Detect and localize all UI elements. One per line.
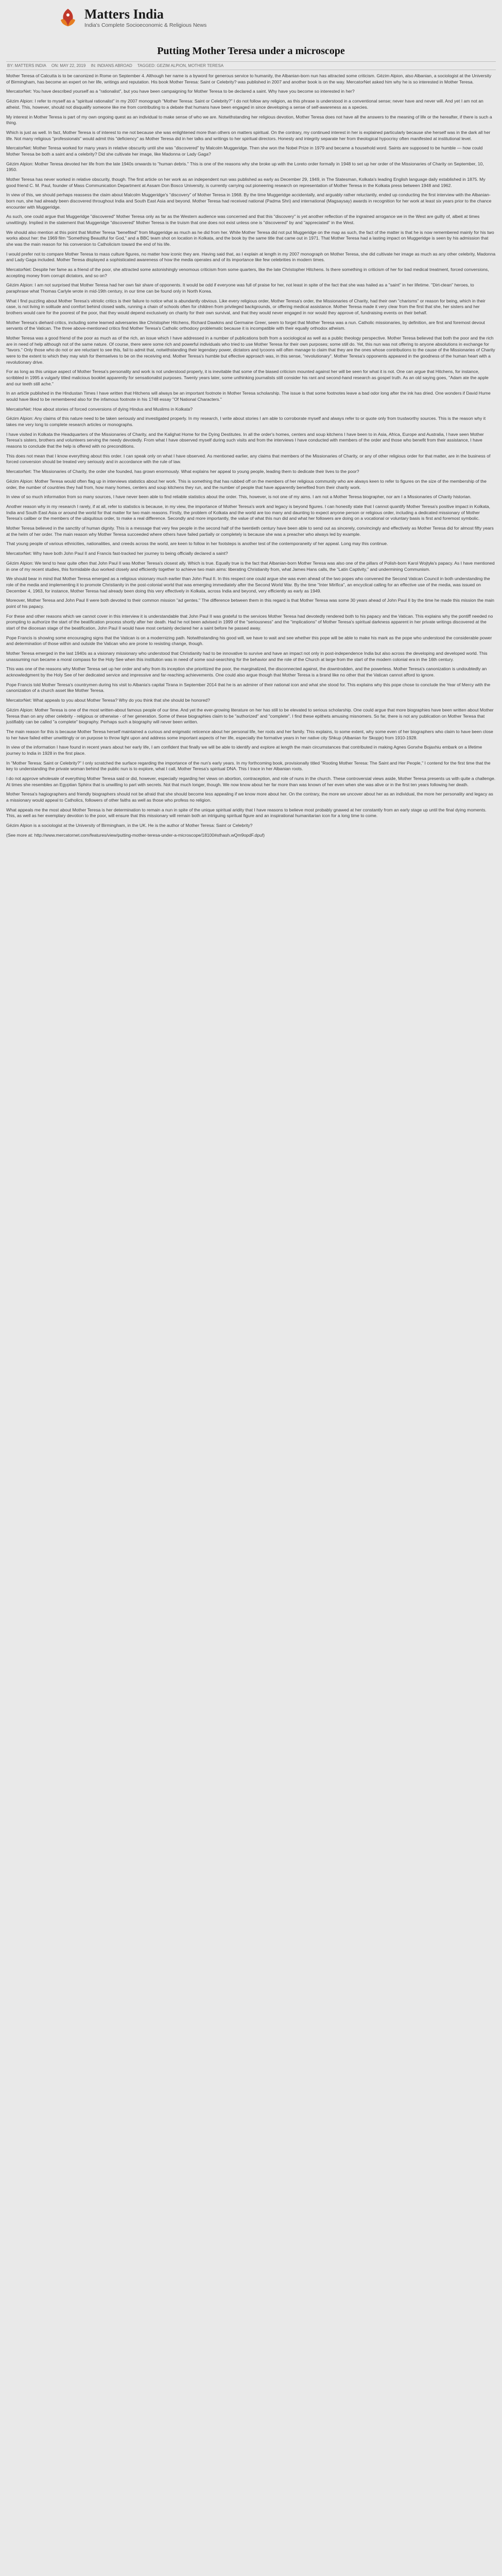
- article-title: Putting Mother Teresa under a microscope: [157, 45, 345, 57]
- article: [0, 45, 502, 842]
- article-paragraph: This does not mean that I know everything about this order. I can speak only on what I have observed. As mentioned earlier, any claims that members of the Missionaries of Charity, or any of other religious order for that matter, are in the business of forced conversion should be treated very seriously and in accordance with the rule of law.: [6, 453, 491, 465]
- meta-author[interactable]: BY: MATTERS INDIA: [7, 63, 46, 68]
- article-paragraph: This was one of the reasons why Mother Teresa set up her order and why from its inception she prioritized the poor, the marginalized, the disconnected against, the downtrodden, and the powerless. Mother Teresa's canonization is undoubtedly an acknowledgment by the Holy See of her dedicated service and impressive and far-reaching achievements. One could also argue though that Mother Teresa is a brand like no other that the Vatican cannot afford to ignore.: [6, 666, 487, 678]
- article-paragraph: I have visited in Kolkata the Headquarters of the Missionaries of Charity, and the Kalighat Home for the Dying Destitutes. In all the order's homes, centers and soup kitchens I have been to in Asia, Africa, Europe and Australia, I have seen Mother Teresa's sisters, brothers and volunteers serving the needy devotedly. From what I have observed myself during such visits and from the interviews I have conducted with members of the order and those who benefit from their assistance, I have reasons to conclude that the help is offered with no preconditions.: [6, 431, 484, 449]
- article-paragraph: Mother Teresa was a good friend of the poor as much as of the rich, an issue which I have addressed in a number of publications both from a sociological as well as a public theology perspective. Mother Teresa believed that both the poor and the rich are in need of help although not of the same nature. Of course, there were some rich and powerful individuals who tried to use Mother Teresa for their own purposes; some still do. Yet, this nun was not offering to anyone absolutions in exchange for "favors." Only those who do not or are reluctant to see this, fail to admit that, notwithstanding their legendary power, dictators and tycoons will often manage to claim that they are the ones whose contributions to the cause of the Missionaries of Charity were to the extent to which they may wish for themselves to be on the receiving end. Mother Teresa's humble but effective approach was, in this sense, "revolutionary". Mother Teresa's opponents appeared in the goodness of the human heart with a revolutionary drive.: [6, 335, 495, 365]
- article-paragraph: I would prefer not to compare Mother Teresa to mass culture figures, no matter how iconic they are. Having said that, as I explain at length in my 2007 monograph on Mother Teresa, she did cultivate her image as much as any other celebrity, Madonna and Lady Gaga included. Mother Teresa displayed a sophisticated awareness of how the media operates and of its importance like few celebrities in modern times.: [6, 251, 496, 263]
- article-paragraph: MercatorNet: You have described yourself as a "rationalist", but you have been campaigning for Mother Teresa to be declared a saint. Why have you become so interested in her?: [6, 89, 355, 94]
- article-paragraph: Mother Teresa has never worked in relative obscurity, though. The first article on her work as an independent nun was published as early as December 29, 1949, in The Statesman, Kolkata's leading English language daily established in 1875. My good friend C. M. Paul, founder of Mass Communication Department at Assam Don Bosco University, is currently carrying out pioneering research on representation of Mother Teresa in the Kolkata press between 1948 and 1962.: [6, 177, 486, 188]
- article-paragraph: We should also mention at this point that Mother Teresa "benefited" from Muggeridge as much as he did from her. While Mother Teresa did not put Muggeridge on the map as such, the fact of the matter is that he is now remembered mainly for his two works about her: the 1969 film "Something Beautiful for God," and a BBC team shot on location in Kolkata, and the book by the same title that came out in 1971. That Mother Teresa had a lasting impact on Muggeridge is seen by his admission that she was the main reason for his conversion to Catholicism toward the end of his life.: [6, 229, 494, 247]
- article-paragraph: In view of so much information from so many sources, I have never been able to find reliable statistics about the order. This, however, is not one of my aims. I am not a Mother Teresa biographer, nor am I a Missionaries of Charity historian.: [6, 494, 472, 500]
- article-paragraph: Mother Teresa's diehard critics, including some learned adversaries like Christopher Hitchens, Richard Dawkins and Germaine Greer, seem to forget that Mother Teresa was a nun. Catholic missionaries, by definition, are first and foremost devout servants of the Vatican. The three above-mentioned critics find Mother Teresa's Catholic orthodoxy problematic because it is incompatible with their equally orthodox atheism.: [6, 319, 485, 331]
- article-paragraph: That young people of various ethnicities, nationalities, and creeds across the world, are keen to follow in her footsteps is another test of the contemporaneity of her appeal. Long may this continue.: [6, 541, 388, 547]
- article-paragraph: My interest in Mother Teresa is part of my own ongoing quest as an individual to make sense of who we are. Notwithstanding her religious devotion, Mother Teresa does not have all the answers to the meaning of life or the hereafter, if there is such a thing.: [6, 114, 492, 126]
- article-paragraph: In "Mother Teresa: Saint or Celebrity?" I only scratched the surface regarding the importance of the nun's early years. In my forthcoming book, provisionally titled "Rooting Mother Teresa: The Saint and Her People," I contend for the first time that the key to understanding the private woman behind the public nun is to explore, what I call, Mother Teresa's spiritual DNA. This I trace in her Albanian roots.: [6, 760, 491, 772]
- article-paragraph: Another reason why in my research I rarely, if at all, refer to statistics is because, in my view, the importance of Mother Teresa's work and legacy is beyond figures. I can honestly state that I cannot quantify Mother Teresa's positive impact in Kolkata, India and South East Asia or around the world for that matter for two main reasons. Firstly, the problem of Kolkata and the world are too many and daunting to expect anyone person or religious order, including a dedicated missionary of Mother Teresa's caliber or the members of the ubiquitous order, to make a real difference. Secondly and more importantly, the value of what this nun did and what her followers are doing on a vocational or voluntary basis is first and foremost symbolic.: [6, 504, 490, 521]
- article-paragraph: In an article published in the Hindustan Times I have written that Hitchens will always be an important footnote in Mother Teresa scholarship. The issue is that some footnotes leave a bad odor long after the ink has dried. One wonders if David Hume would have liked to be remembered also for the infamous footnote in his 1748 essay "Of National Characters.": [6, 391, 491, 402]
- article-paragraph: Pope Francis is showing some encouraging signs that the Vatican is on a modernizing path. Notwithstanding his good will, we have to wait and see whether this pope will be able to make his mark as the pope who understood the considerable power and determination of those within and outside the Vatican who are prone to resisting change, though.: [6, 635, 492, 647]
- matters-india-logo-icon[interactable]: [57, 7, 79, 29]
- brand-block: [84, 7, 206, 29]
- article-paragraph: Mother Teresa believed in the sanctity of human dignity. This is a message that very few people in the second half of the twentieth century have been able to send out as sincerely, convincingly and effectively as Mother Teresa did for almost fifty years at the helm of her order. The main reason why Mother Teresa succeeded where others have failed partially or completely is because she was a preacher who always led by example.: [6, 526, 494, 537]
- article-paragraph: In view of this, we should perhaps reassess the claim about Malcolm Muggeridge's "discovery" of Mother Teresa in 1968. By the time Muggeridge accidentally, and arguably rather reluctantly, ended up conducting the first interview with the Albanian-born nun, she had already been discovered throughout India and South East Asia and beyond. Mother Teresa had received national (Padma Shri) and international (Magsaysay) awards in recognition for her work at least six years prior to the chance encounter with Muggeridge.: [6, 192, 492, 210]
- article-paragraph: Moreover, Mother Teresa and John Paul II were both devoted to their common mission "ad gentes." The difference between them in this regard is that Mother Teresa was some 30 years ahead of John Paul II by the time he made this mission the main point of his papacy.: [6, 598, 494, 609]
- article-paragraph: Gëzim Alpion: I refer to myself as a "spiritual rationalist" in my 2007 monograph "Mother Teresa: Saint or Celebrity?" I do not follow any religion, as this phrase is understood in a conventional sense; never have and never will. And yet I am not an atheist. This, however, should not disqualify someone like me from contributing to a debate that humans have been engaged in since developing a sense of self-awareness as a species.: [6, 98, 483, 110]
- brand-tagline: India's Complete Socioeconomic & Religious News: [84, 22, 207, 28]
- article-paragraph: Which is just as well. In fact, Mother Teresa is of interest to me not because she was enlightened more than others on matters spiritual. On the contrary, my continued interest in her is explained particularly because she herself was in the dark all her life. Not many religious "professionals" would admit this "deficiency" as Mother Teresa did in her talks and writings to her spiritual directors. Honesty and integrity separate her from theological hypocrisy often manifested at institutional level.: [6, 129, 491, 141]
- article-paragraph: What appeals me the most about Mother Teresa is her determination to remain a nun in spite of the unique spiritual aridity that I have reasons to believe most probably gnawed at her constantly from an early stage up until the final dying moments. This, as well as her exemplary devotion to the poor, will ensure that this missionary will remain both an intriguing spiritual figure and an inspirational humanitarian icon for a long time to come.: [6, 807, 487, 819]
- article-paragraph: Gëzim Alpion: Any claims of this nature need to be taken seriously and investigated properly. In my research, I write about stories I am able to corroborate myself and always refer to or quote only from trustworthy sources. This is the reason why it takes me very long to complete research articles or monographs.: [6, 416, 486, 428]
- meta-tags[interactable]: TAGGED: GEZIM ALPION, MOTHER TERESA: [137, 63, 224, 68]
- article-paragraph: For as long as this unique aspect of Mother Teresa's personality and work is not understood properly, it is inevitable that some of the biased criticism mounted against her will be seen for what it is not. One can argue that Hitchens, for instance, scribbled in 1995 a vulgarly titled malicious booklet apparently for sensationalist purposes. Twenty years later, some unthinking journalists still consider his rant and second-hand research as gospel truth. As an old saying goes, "Adam ate the apple and our teeth still ache.": [6, 369, 489, 386]
- article-paragraph: Mother Teresa emerged in the last 1940s as a visionary missionary who understood that Christianity had to be innovative to survive and have an impact not only in post-independence India but also across the developing and developed world. This unassuming nun became a moral compass for the Holy See when this institution was in need of some soul-searching for the behavior and the role of the Church at large from the start of the modern colonial era in the 16th century.: [6, 651, 488, 662]
- site-header: [0, 0, 502, 36]
- article-paragraph: Gëzim Alpion: Mother Teresa devoted her life from the late 1940s onwards to "human debris." This is one of the reasons why she broke up with the Loreto order formally in 1948 to set up her order of the Missionaries of Charity on September, 10, 1950.: [6, 161, 484, 173]
- article-paragraph: MercatorNet: Despite her fame as a friend of the poor, she attracted some astonishingly venomous criticism from some quarters, like the late Christopher Hitchens. Is there something in criticism of her for bad medical treatment, forced conversions, accepting money from corrupt dictators, and so on?: [6, 267, 489, 278]
- article-paragraph: Pope Francis told Mother Teresa's countrymen during his visit to Albania's capital Tirana in September 2014 that he is an admirer of their national icon and what she stood for. This explains why this pope chose to conclude the Year of Mercy with the canonization of a church asset like Mother Teresa.: [6, 682, 491, 693]
- article-paragraph: What I find puzzling about Mother Teresa's vitriolic critics is their failure to notice what is abundantly obvious. Like every religious order, Mother Teresa's order, the Missionaries of Charity, had their own "charisms" or reason for being, which in their case, is not living in solitude and comfort behind closed walls, running a chain of schools often for children from privileged backgrounds, or offering medical assistance. Mother Teresa made it very clear from the first that she, her sisters and her brothers would care for the poorest of the poor, that they would depend exclusively on charity for their own survival, and that they would never engaged in nor would they approve of, fundraising events on their behalf.: [6, 298, 486, 316]
- article-paragraph: The main reason for this is because Mother Teresa herself maintained a curious and enigmatic reticence about her personal life, her roots and her family. This explains, to some extent, why some even of her biographers who claim to have been close to her have failed either unwittingly or on purpose to throw light upon and address some important aspects of her life, especially the formative years in her native city Shkup (Albanian for Skopje) from 1910-1928.: [6, 728, 493, 740]
- article-paragraph: MercatorNet: Mother Teresa worked for many years in relative obscurity until she was "discovered" by Malcolm Muggeridge. Then she won the Nobel Prize in 1979 and became a household word. Saints are supposed to be humble — how could Mother Teresa be both a saint and a celebrity? Did she cultivate her image, like Madonna or Lady Gaga?: [6, 145, 483, 157]
- article-paragraph: MercatorNet: Why have both John Paul II and Francis fast-tracked her journey to being officially declared a saint?: [6, 551, 228, 556]
- article-paragraph: Mother Teresa's hagiographers and friendly biographers should not be afraid that she should become less appealing if we know more about her. On the contrary, the more we uncover about her as an individual, the more her personality and legacy as a missionary would appeal to Catholics, followers of other faiths as well as those who profess no religion.: [6, 791, 493, 803]
- article-paragraph: Gëzim Alpion: Mother Teresa is one of the most written-about famous people of our time. And yet the ever-growing literature on her has still to be elevated to serious scholarship. One could argue that more biographies have been written about Mother Teresa than on any other celebrity - religious or otherwise - of her generation. Some of these biographies claim to be "authorized" and "complete". I find these epithets amusing misnomers. So far, there is not any publication on Mother Teresa that justifiably can be called "a complete" biography. Perhaps such a biography will never been written.: [6, 707, 494, 725]
- article-paragraph: Gëzim Alpion: Mother Teresa would often flag up in interviews statistics about her work. This is something that has rubbed off on the members of her religious community who are always keen to refer to figures on the size of the membership of the order, the number of countries they hail from, how many homes, centers and soup kitchens they run, and the number of people that have apparently benefited from their charity work.: [6, 478, 487, 490]
- article-paragraph: Mother Teresa of Calcutta is to be canonized in Rome on September 4. Although her name is a byword for generous service to humanity, the Albanian-born nun has attracted some criticism. Gëzim Alpion, also Albanian, a sociologist at the University of Birmingham, has become an expert on her life, writings and reputation. His book Mother Teresa: Saint or Celebrity? was published in 2007 and another book is on the way. MercatorNet asked him why he is so interested in Mother Teresa.: [6, 73, 492, 84]
- article-paragraph: Gëzim Alpion: I am not surprised that Mother Teresa had her own fair share of opponents. It would be odd if everyone was full of praise for her, not least in spite of the fact that she was hailed as a "saint" in her lifetime. "Dirt-clean" heroes, to paraphrase what Thomas Carlyle wrote in mid-19th century, in our time can be found only in North Korea.: [6, 282, 474, 294]
- article-paragraph: I do not approve wholesale of everything Mother Teresa said or did, however, especially regarding her views on abortion, contraception, and role of nuns in the church. These controversial views aside, Mother Teresa presents us with quite a challenge. At times she resembles an Egyptian Sphinx that is unwilling to part with secrets. Not that much longer, though. We now know about her far more than was known of her even when she was alive or in the first ten years following her death.: [6, 776, 496, 787]
- article-paragraph: (See more at: http://www.mercatornet.com/features/view/putting-mother-teresa-under-a-microscope/18100#sthash.wQm9opdF.dpuf): [6, 833, 265, 838]
- article-paragraph: We should bear in mind that Mother Teresa emerged as a religious visionary much earlier than John Paul II. In this respect one could argue she was even ahead of the two popes who convened the Second Vatican Council in both understanding the role of the media and implementing it to promote Christianity in the post-colonial world that was emerging immediately after the Second World War. By the time "Inter Mirifica", an encyclical calling for an effective use of the media, was issued on December 4, 1963, for instance, Mother Teresa had already been doing this very effectively in Kolkata, across India and beyond, very efficiently as early as 1949.: [6, 576, 490, 594]
- brand-title[interactable]: Matters India: [84, 7, 164, 22]
- article-paragraph: Gëzim Alpion is a sociologist at the University of Birmingham, in the UK. He is the author of Mother Teresa: Saint or Celebrity?: [6, 823, 253, 828]
- article-paragraph: As such, one could argue that Muggeridge "discovered" Mother Teresa only as far as the Western audience was concerned and that this "discovery" is yet another reflection of the ingrained arrogance we in the West are guilty of, albeit at times unwittingly. Implied in the statement that Muggeridge "discovered" Mother Teresa is the truism that one does not exist unless one is "discovered" by and "appreciated" in the West.: [6, 214, 480, 225]
- article-paragraph: For these and other reasons which we cannot cover in this interview it is understandable that John Paul II was grateful to the services Mother Teresa had devotedly rendered both to his papacy and the Vatican. This explains why the pontiff needed no prompting to authorize the start of the beatification process shortly after her death. Had he not been advised in 1999 of the "seriousness" and the "implications" of Mother Teresa's spiritual darkness apparent in her private writings discovered at the start of the diocesan stage of the beatification, John Paul II would have most certainly declared her a saint before he passed away.: [6, 613, 493, 631]
- meta-category[interactable]: IN: INDIANS ABROAD: [91, 63, 132, 68]
- article-meta: [6, 61, 496, 70]
- article-body: [0, 70, 502, 839]
- article-paragraph: MercatorNet: What appeals to you about Mother Teresa? Why do you think that she should be honored?: [6, 698, 210, 703]
- article-paragraph: Gëzim Alpion: We tend to hear quite often that John Paul II was Mother Teresa's closest ally. Which is true. Equally true is the fact that Albanian-born Mother Teresa was also one of the pillars of Polish-born Karol Wojtyła's papacy. As I have mentioned in one of my recent studies, this formidable duo worked closely and efficiently together to achieve two main aims: liberating Christianity from, what James Hans calls, the "Latin Captivity," and undermining Communism.: [6, 561, 495, 572]
- meta-date: ON: MAY 22, 2019: [51, 63, 86, 68]
- article-paragraph: In view of the information I have found in recent years about her early life, I am confident that finally we will be able to identify and explore at length the main circumstances that contributed in making Agnes Gonxhe Bojaxhiu embark on a lifetime journey to India in 1928 in the first place.: [6, 744, 482, 756]
- article-paragraph: MercatorNet: The Missionaries of Charity, the order she founded, has grown enormously. What explains her appeal to young people, leading them to dedicate their lives to the poor?: [6, 469, 359, 474]
- article-paragraph: MercatorNet: How about stories of forced conversions of dying Hindus and Muslims in Kolkata?: [6, 406, 193, 412]
